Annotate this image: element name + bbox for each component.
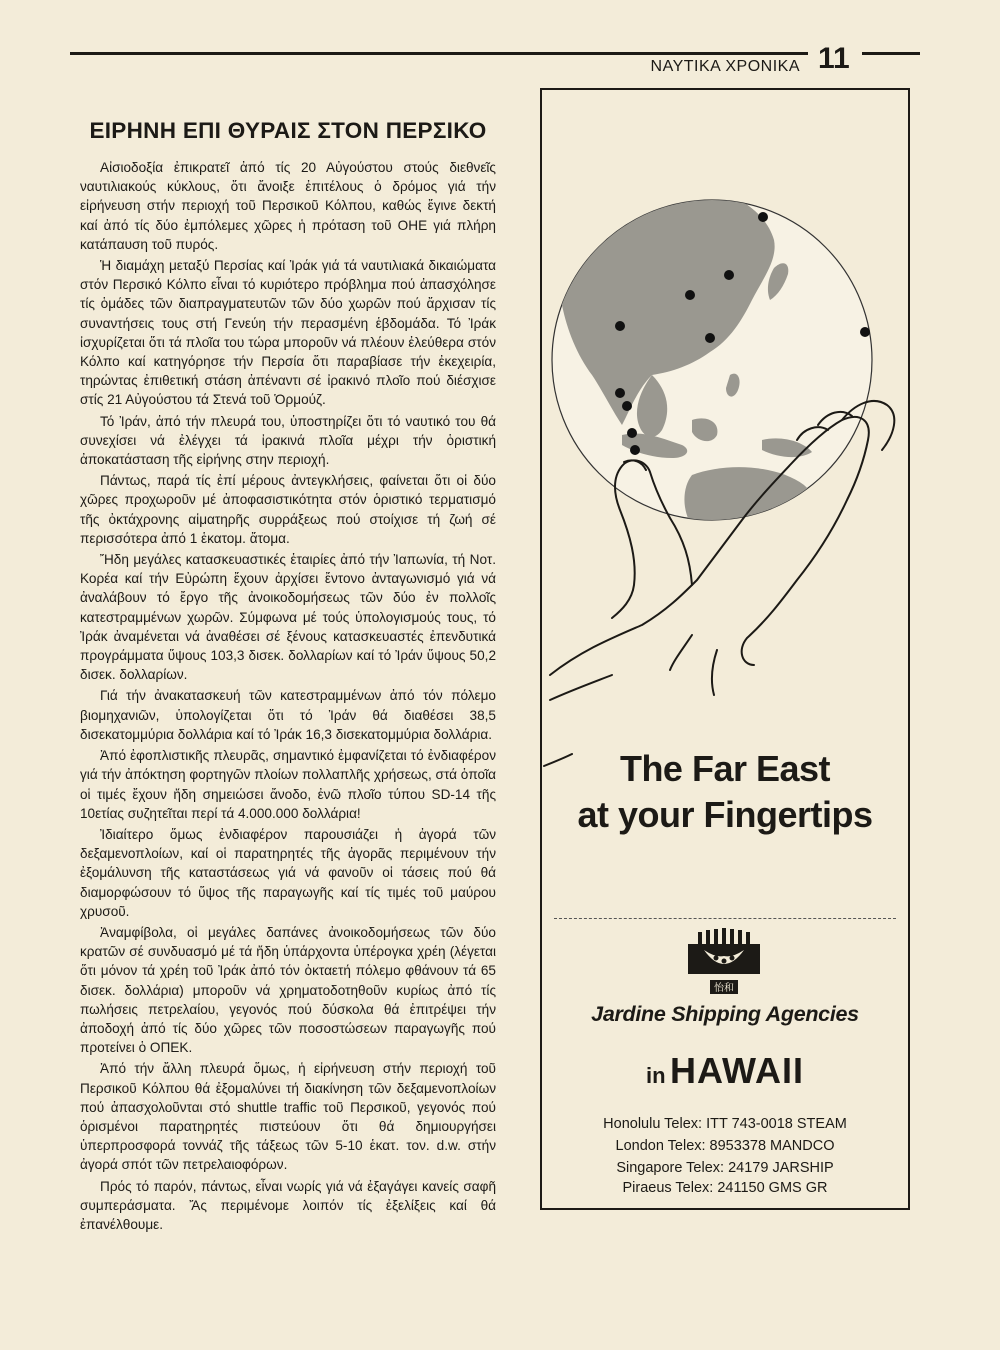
jardine-advertisement [540,88,910,1210]
telex-london: London Telex: 8953378 MANDCO [615,1138,835,1154]
article-paragraph: Πρός τό παρόν, πάντως, εἶναι νωρίς γιά νά ἐξαγάγει κανείς σαφῆ συμπεράσματα. Ἄς περιμένομε λοιπόν τίς ἐξελίξεις καί θά ἐπανέλθουμε. [80,1178,496,1232]
page-number: 11 [818,42,850,75]
article-paragraph: Γιά τήν ἀνακατασκευή τῶν κατεστραμμένων ἀπό τόν πόλεμο βιομηχανιῶν, ὑπολογίζεται ὅτι τό Ἰράν θά διαθέσει 38,5 δισεκατομμύρια δολλάρια καί τό Ἰράκ 16,3 δισεκατομμύρια δολλάρια. [80,688,496,742]
article-title: ΕΙΡΗΝΗ ΕΠΙ ΘΥΡΑΙΣ ΣΤΟΝ ΠΕΡΣΙΚΟ [89,118,487,143]
logo-chinese-text: 怡和 [714,983,734,994]
article-paragraph: Πάντως, παρά τίς ἐπί μέρους ἀντεγκλήσεις, φαίνεται ὅτι οἱ δύο χῶρες προχωροῦν μέ ἀποφασιστικότητα στόν ὁριστικό τερματισμό τῆς ὀκτάχρονης αἱματηρῆς συρράξεως πού στοίχισε τή ζωή σέ περισσότερα ἀπό 1 ἑκατομ. ἄτομα. [80,473,496,546]
article [80,118,496,1236]
article-paragraph: Ἀναμφίβολα, οἱ μεγάλες δαπάνες ἀνοικοδομήσεως τῶν δύο κρατῶν σέ συνδυασμό μέ τά ἤδη ὑπάρχοντα ὑπέρογκα χρέη (λέγεται ὅτι μόνον τά χρέη τοῦ Ἰράκ ἀπό τόν ὀκταετή πόλεμο φθάνουν τά 65 δισεκ. δολλάρια) μποροῦν νά χρηματοδοτηθοῦν κυρίως ἀπό τίς πωλήσεις πετρελαίου, γεγονός πού δύσκολα θά ἐπιτρέψει τήν ἀποδοχή ἀπό τίς δύο χῶρες τῶν ποσοστώσεων παραγωγῆς πού προτείνει ὁ ΟΠΕΚ. [80,924,496,1056]
ad-divider [554,918,896,919]
ad-headline-line2: at your Fingertips [577,794,873,835]
jardine-thistle-logo [682,928,766,998]
header-rule-left [70,52,808,55]
location-name: HAWAII [670,1050,805,1091]
article-paragraph: Ἀπό τήν ἄλλη πλευρά ὅμως, ἡ εἰρήνευση στήν περιοχή τοῦ Περσικοῦ Κόλπου θά ἐξομαλύνει τή διακίνηση τῶν δεξαμενοπλοίων πού ἀπασχολοῦνται στό shuttle traffic τοῦ Περσικοῦ, γεγονός πού ὁρισμένοι παρατηρητές πιστεύουν ὅτι θά δημιουργήσει ὑπερπροσφορά τοννάζ τῆς τάξεως τῶν 5-10 ἑκατ. τον. d.w. στήν ἀγορά σπότ τῶν πετρελαιοφόρων. [80,1061,496,1173]
ad-headline [542,746,908,838]
ad-headline-line1: The Far East [619,748,831,789]
header-rule-right [862,52,920,55]
globe-in-hand-illustration [542,90,908,790]
company-name: Jardine Shipping Agencies [591,1002,859,1026]
article-paragraph: Ἡ διαμάχη μεταξύ Περσίας καί Ἰράκ γιά τά ναυτιλιακά δικαιώματα στόν Περσικό Κόλπο εἶναι τό κυριότερο πρόβλημα πού ἀπασχόλησε τίς ὁμάδες τῶν διαπραγματευτῶν τῶν δύο χωρῶν πού ἄρχισαν τίς συναντήσεις τους στή Γενεύη τήν περασμένη ἑβδομάδα. Τό Ἰράκ ἰσχυρίζεται ὅτι τά πλοῖα του τώρα μποροῦν νά πλέουν ἐλεύθερα στόν Κόλπο καί κατηγόρησε τήν Περσία ὅτι παραβίασε τήν ἐκεχειρία, τηρώντας ἐπιθετική στάση ἀπέναντι σέ ἰρακινό πλοῖο πού διέσχισε στίς 21 Αὐγούστου τά Στενά τοῦ Ὁρμούζ. [80,258,496,408]
location-prefix: in [645,1063,666,1088]
article-paragraph: Ἀπό ἐφοπλιστικῆς πλευρᾶς, σημαντικό ἐμφανίζεται τό ἐνδιαφέρον γιά τήν ἀπόκτηση φορτηγῶν πλοίων πολλαπλῆς χρήσεως, στά ὁποῖα οἱ τιμές ἔχουν ἤδη σημειώσει ἄνοδο, ἐνῶ πλοῖο τύπου SD-14 τῆς 10ετίας συζητεῖται περί τά 4.000.000 δολλάρια! [80,748,496,821]
telex-honolulu: Honolulu Telex: ITT 743-0018 STEAM [603,1116,847,1132]
article-paragraph: Αἰσιοδοξία ἐπικρατεῖ ἀπό τίς 20 Αὐγούστου στούς διεθνεῖς ναυτιλιακούς κύκλους, ὅτι ἄνοιξε ἐπιτέλους ὁ δρόμος γιά τήν εἰρήνευση στήν περιοχή τοῦ Περσικοῦ Κόλπου, καθώς ἔγινε δεκτή καί ἀπό τίς δύο ἐμπόλεμες χῶρες ἡ πρόταση τοῦ ΟΗΕ γιά πλήρη κατάπαυση τοῦ πυρός. [80,160,496,252]
location-line [542,1050,908,1092]
article-paragraph: Ἰδιαίτερο ὅμως ἐνδιαφέρον παρουσιάζει ἡ ἀγορά τῶν δεξαμενοπλοίων, καί οἱ παρατηρητές τῆς ἀγορᾶς περιμένουν τήν ἐξομάλυνση τῆς καταστάσεως γιά νά φανοῦν οἱ τάσεις πού θά διαμορφώσουν τό ὕψος τῆς παραγωγῆς καί τίς τιμές τοῦ μαύρου χρυσοῦ. [80,826,496,919]
telex-singapore: Singapore Telex: 24179 JARSHIP [616,1160,834,1176]
publication-title: ΝΑΥΤΙΚΑ ΧΡΟΝΙΚΑ [650,58,800,75]
article-paragraph: Τό Ἰράν, ἀπό τήν πλευρά του, ὑποστηρίζει ὅτι τό ναυτικό του θά συνεχίσει νά ἐλέγχει τά ἰρακινά πλοῖα μέχρι τήν ὁριστική ἀποκατάσταση τῆς εἰρήνης στην περιοχή. [80,413,496,468]
telex-piraeus: Piraeus Telex: 241150 GMS GR [622,1180,828,1196]
article-paragraph: Ἤδη μεγάλες κατασκευαστικές ἑταιρίες ἀπό τήν Ἰαπωνία, τή Νοτ. Κορέα καί τήν Εὐρώπη ἔχουν ἀρχίσει ἔντονο ἀνταγωνισμό γιά νά ἀναλάβουν τό ἔργο τῆς ἀνοικοδομήσεως τῶν δύο ἐν πολλοῖς κατεστραμμένων χωρῶν. Σύμφωνα μέ τούς ὑπολογισμούς τους, τό Ἰράκ ἀναμένεται νά ἀναθέσει σέ ξένους κατασκευαστές ἐπενδυτικά προγράμματα ὕψους 103,3 δισεκ. δολλαρίων καί τό Ἰράν ὕψους 50,2 δισεκ. δολλαρίων. [80,552,496,683]
